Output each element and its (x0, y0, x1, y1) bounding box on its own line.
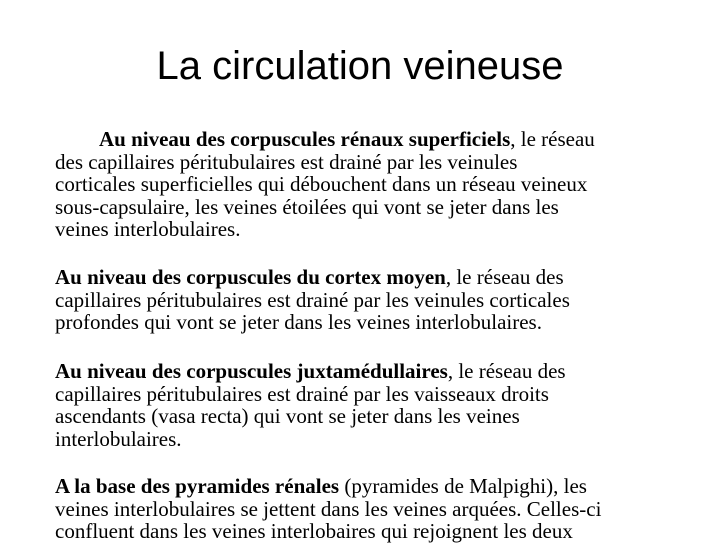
paragraph-line: interlobulaires. (55, 426, 182, 451)
bold-lead-text: Au niveau des corpuscules juxtamédullaires (55, 359, 448, 383)
paragraph-line: profondes qui vont se jeter dans les veines interlobulaires. (55, 310, 542, 334)
paragraph-superficial-corpuscles (55, 128, 680, 241)
paragraph-line (55, 266, 680, 289)
paragraph-text: (pyramides de Malpighi), les (339, 474, 587, 498)
bold-lead-text: A la base des pyramides rénales (55, 474, 340, 498)
paragraph-line: ascendants (vasa recta) qui vont se jeter dans les veines (55, 404, 520, 428)
paragraph-line (55, 475, 680, 498)
paragraph-line: sous-capsulaire, les veines étoilées qui vont se jeter dans les (55, 194, 559, 219)
paragraph-middle-cortex (55, 266, 680, 334)
paragraph-line: veines interlobulaires se jettent dans les veines arquées. Celles-ci (55, 496, 602, 521)
paragraph-line: veines interlobulaires. (55, 217, 241, 241)
paragraph-text: , le réseau (510, 127, 595, 151)
paragraph-line: confluent dans les veines interlobaires qui rejoignent les deux (55, 519, 573, 543)
paragraph-line: des capillaires péritubulaires est drainé par les veinules (55, 149, 518, 174)
paragraph-pyramid-base (55, 475, 680, 543)
paragraph-line (55, 360, 680, 383)
paragraph-juxtamedullary (55, 360, 680, 450)
paragraph-line (55, 128, 680, 151)
paragraph-text: , le réseau des (445, 265, 564, 289)
page-title: La circulation veineuse (156, 44, 564, 88)
paragraph-text: , le réseau des (447, 359, 566, 383)
bold-lead-text: Au niveau des corpuscules rénaux superficiels (99, 127, 511, 151)
paragraph-line: capillaires péritubulaires est drainé par les veinules corticales (55, 287, 570, 312)
paragraph-line: capillaires péritubulaires est drainé par les vaisseaux droits (55, 381, 549, 406)
paragraph-line: corticales superficielles qui débouchent dans un réseau veineux (55, 172, 588, 196)
bold-lead-text: Au niveau des corpuscules du cortex moyen (55, 265, 446, 289)
